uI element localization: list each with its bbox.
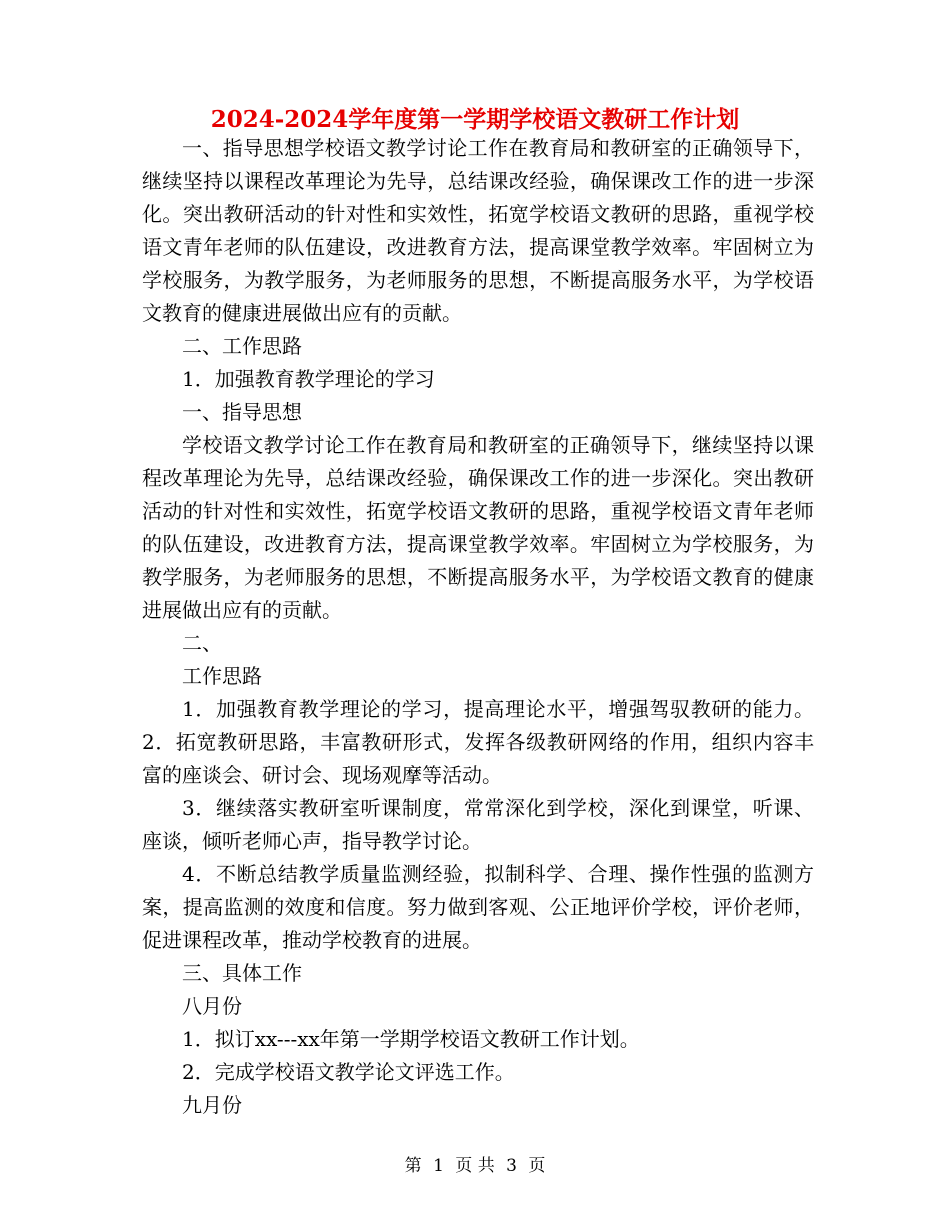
footer-suffix: 页 [528,1156,546,1176]
list-item-1-2: 1．加强教育教学理论的学习，提高理论水平，增强驾驭教研的能力。2．拓宽教研思路，丰富教研形式，发挥各级教研网络的作用，组织内容丰富的座谈会、研讨会、现场观摩等活动。 [142,697,814,787]
footer-total-pages: 3 [506,1156,517,1176]
section-heading-work-ideas-repeat: 工作思路 [182,664,262,688]
document-body [142,132,814,1122]
list-item-4: 4．不断总结教学质量监测经验，拟制科学、合理、操作性强的监测方案，提高监测的效度和信度。努力做到客观、公正地评价学校，评价老师，促进课程改革，推动学校教育的进展。 [142,862,814,952]
section-heading-specific-work: 三、具体工作 [182,961,302,985]
list-item-theory-study: 1．加强教育教学理论的学习 [182,367,435,391]
footer-prefix: 第 [404,1156,422,1176]
month-heading-august: 八月份 [182,994,242,1018]
section-heading-guiding-ideology: 一、指导思想 [182,400,302,424]
month-heading-september: 九月份 [182,1093,242,1117]
august-item-1: 1．拟订xx---xx年第一学期学校语文教研工作计划。 [182,1027,640,1051]
footer-page-number: 1 [433,1156,444,1176]
paragraph-guiding-ideology: 一、指导思想学校语文教学讨论工作在教育局和教研室的正确领导下，继续坚持以课程改革理论为先导，总结课改经验，确保课改工作的进一步深化。突出教研活动的针对性和实效性，拓宽学校语文教研的思路，重视学校语文青年老师的队伍建设，改进教育方法，提高课堂教学效率。牢固树立为学校服务，为教学服务，为老师服务的思想，不断提高服务水平，为学校语文教育的健康进展做出应有的贡献。 [142,136,814,325]
page-footer [0,1154,950,1178]
footer-middle: 页 共 [455,1156,495,1176]
section-heading-work-ideas: 二、工作思路 [182,334,302,358]
list-item-3: 3．继续落实教研室听课制度，常常深化到学校，深化到课堂，听课、座谈，倾听老师心声，指导教学讨论。 [142,796,814,853]
paragraph-guiding-ideology-repeat: 学校语文教学讨论工作在教育局和教研室的正确领导下，继续坚持以课程改革理论为先导，总结课改经验，确保课改工作的进一步深化。突出教研活动的针对性和实效性，拓宽学校语文教研的思路，重视学校语文青年老师的队伍建设，改进教育方法，提高课堂教学效率。牢固树立为学校服务，为教学服务，为老师服务的思想，不断提高服务水平，为学校语文教育的健康进展做出应有的贡献。 [142,433,814,622]
section-number-two: 二、 [182,631,222,655]
august-item-2: 2．完成学校语文教学论文评选工作。 [182,1060,515,1084]
document-title: 2024-2024学年度第一学期学校语文教研工作计划 [210,106,740,133]
